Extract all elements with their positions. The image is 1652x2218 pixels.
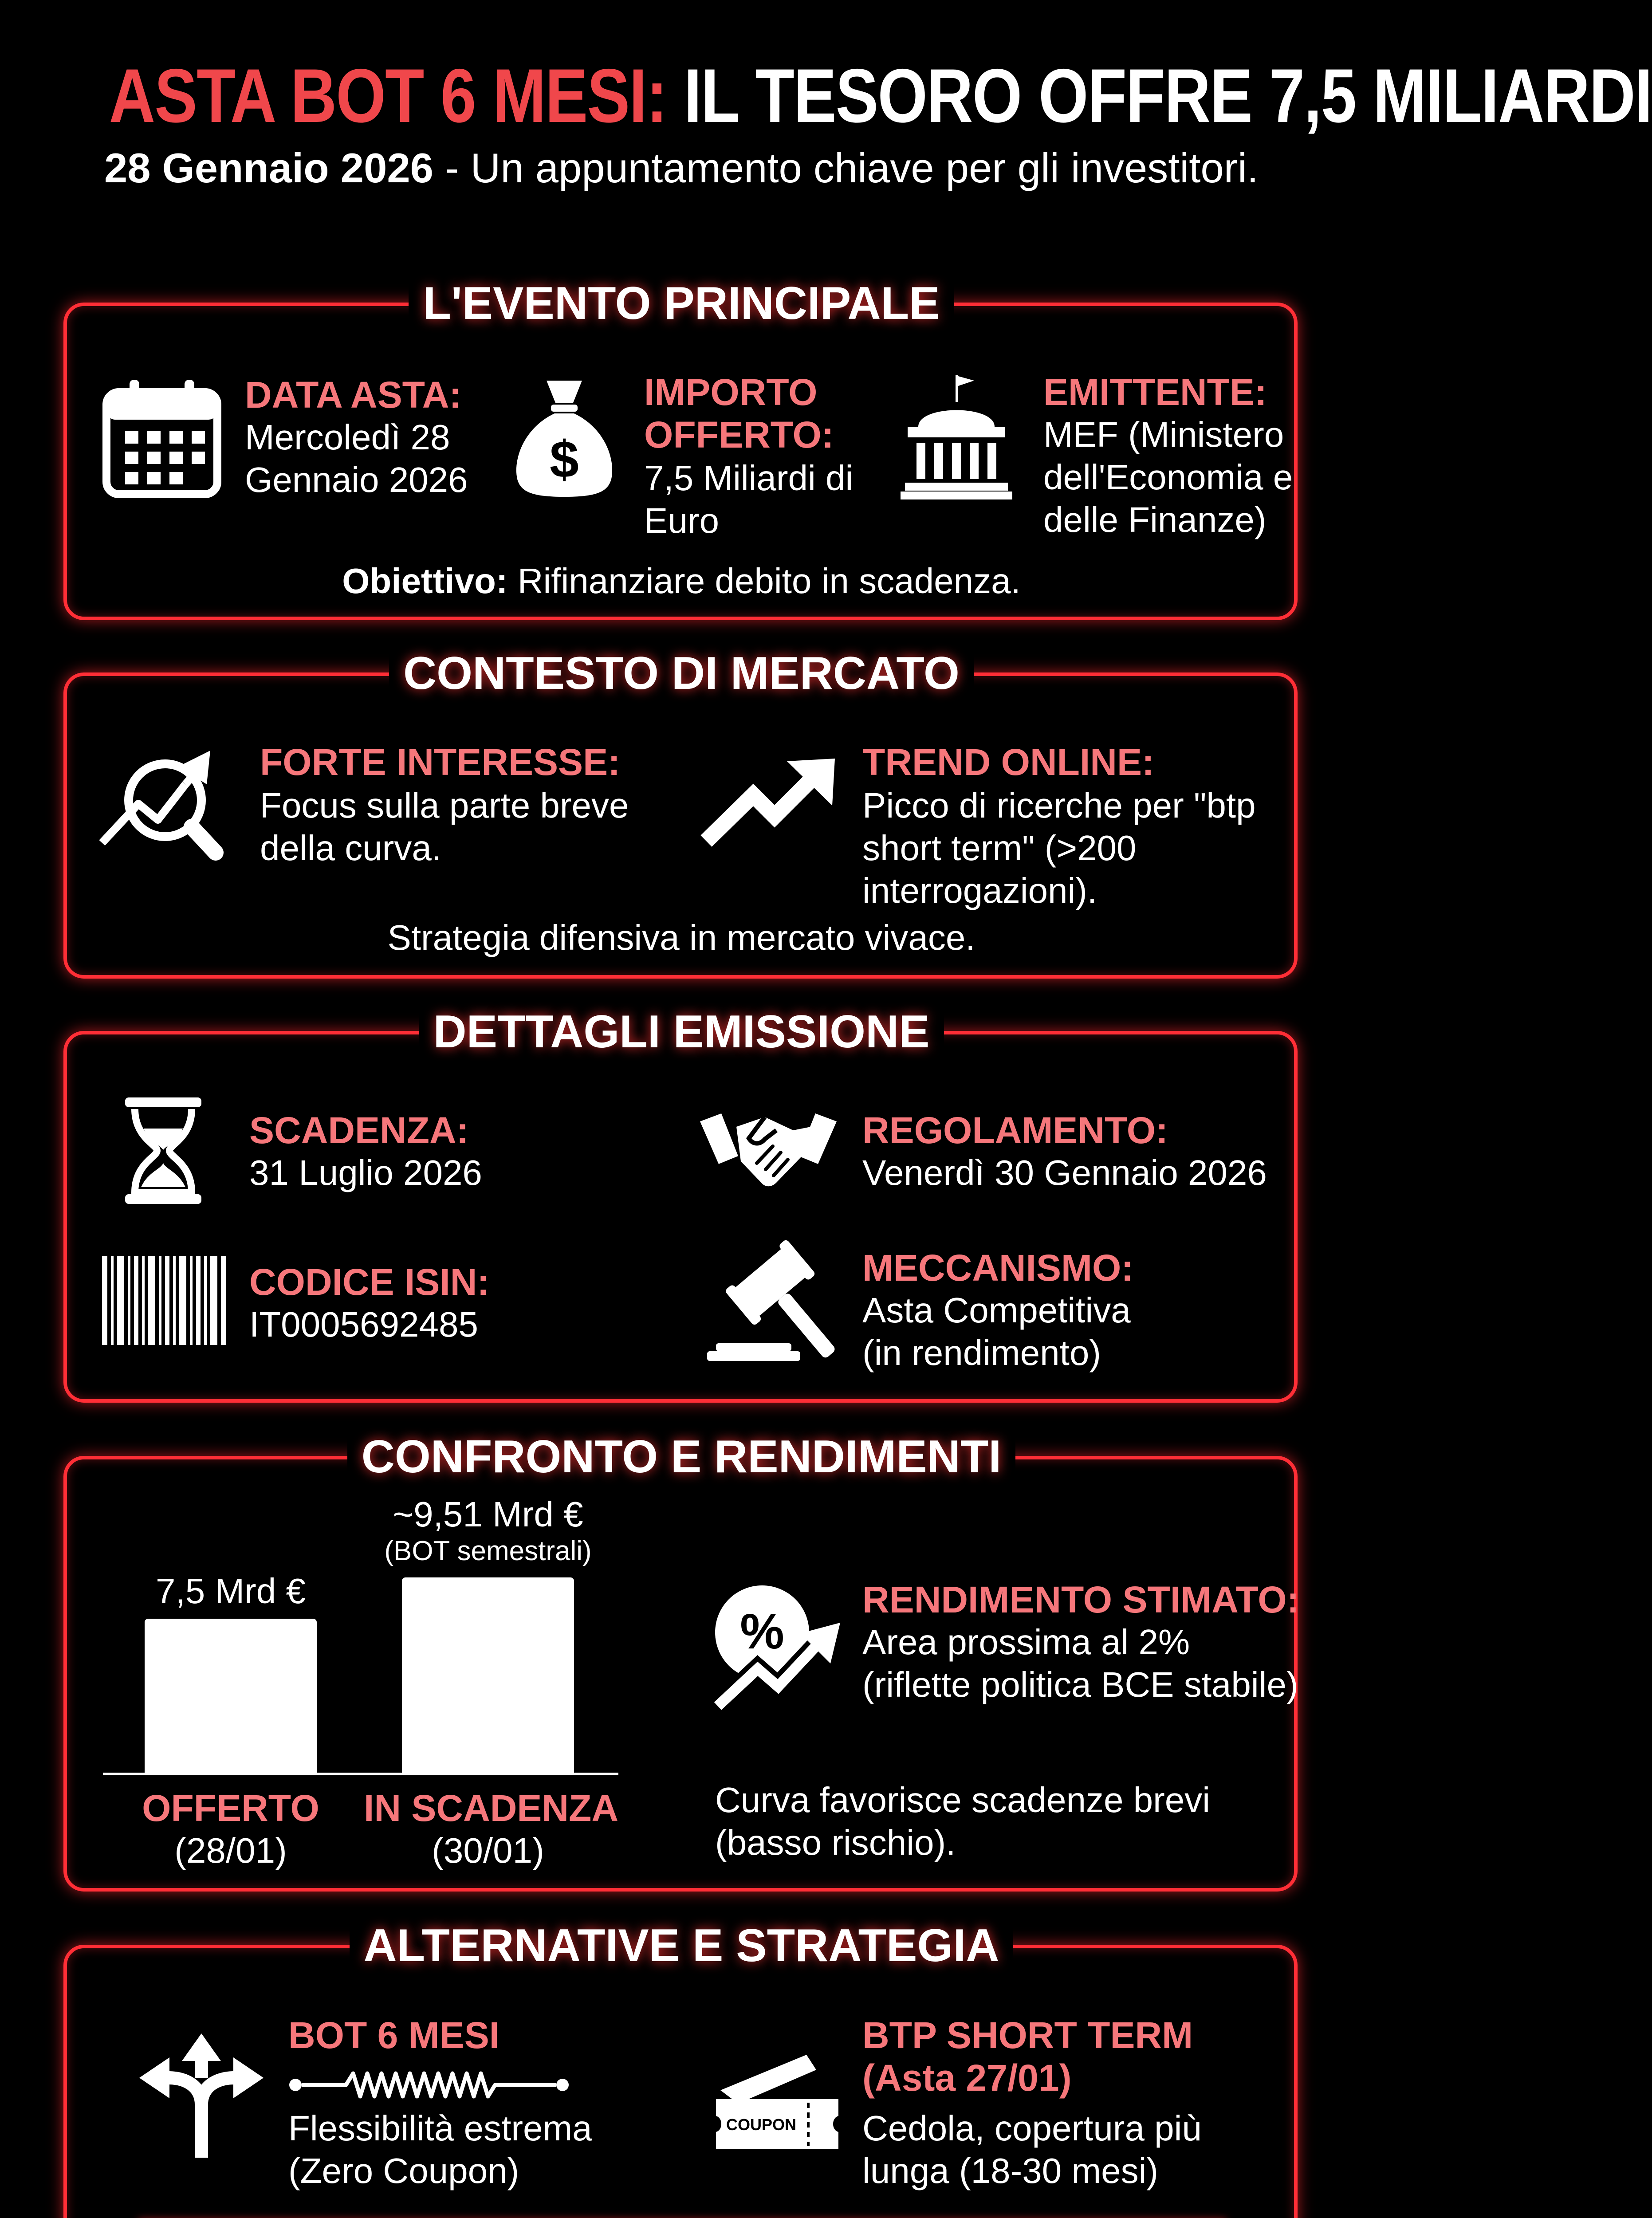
importo-line-2: Euro [644,501,719,540]
regolamento-label: REGOLAMENTO: [862,1109,1168,1151]
obiettivo-label: Obiettivo: [342,561,508,601]
title-highlight: ASTA BOT 6 MESI: [109,53,667,138]
spring-zigzag-icon [288,2070,570,2100]
panel-dettagli-title: DETTAGLI EMISSIONE [0,1009,1363,1055]
trend-line-1: Picco di ricerche per "btp [862,786,1256,825]
barcode-icon [102,1256,227,1345]
interesse-line-1: Focus sulla parte breve [260,786,629,825]
emittente-line-2: dell'Economia e [1043,457,1293,497]
scadenza-value: 31 Luglio 2026 [249,1153,482,1192]
data-asta-line-2: Gennaio 2026 [245,460,468,499]
interesse-label: FORTE INTERESSE: [260,741,621,783]
bot-label: BOT 6 MESI [288,2014,500,2056]
trend-line-3: interrogazioni). [862,871,1097,910]
chart-baseline [103,1773,618,1775]
panel-evento-title: L'EVENTO PRINCIPALE [0,280,1363,326]
bot-line-2: (Zero Coupon) [288,2151,519,2190]
btp-line-1: Cedola, copertura più [862,2108,1202,2148]
importo-label-2: OFFERTO: [644,414,834,456]
category-sublabel-in-scadenza: (30/01) [432,1831,544,1870]
panel-contesto-title: CONTESTO DI MERCATO [0,650,1363,696]
hourglass-icon [123,1096,203,1206]
bar-offerto-value-label: 7,5 Mrd € [156,1571,306,1611]
category-label-in-scadenza: IN SCADENZA [364,1787,619,1829]
gavel-icon [707,1246,838,1362]
calendar-icon [102,376,222,499]
coupon-icon-text: COUPON [726,2116,797,2134]
bar-in-scadenza-value-label: ~9,51 Mrd € [393,1494,583,1534]
split-arrows-icon [138,2033,264,2159]
btp-line-2: lunga (18-30 mesi) [862,2151,1158,2190]
page-title [109,53,1652,138]
government-building-icon [901,374,1012,499]
trend-line-2: short term" (>200 [862,828,1137,868]
obiettivo-text: Rifinanziare debito in scadenza. [507,561,1021,601]
category-label-offerto: OFFERTO [142,1787,319,1829]
panel-confronto-title: CONFRONTO E RENDIMENTI [0,1434,1363,1480]
interesse-line-2: della curva. [260,828,442,868]
trend-up-arrow-icon [700,757,838,847]
meccanismo-label: MECCANISMO: [862,1247,1134,1289]
page-subtitle [0,147,1363,189]
panel-dettagli [63,1031,1298,1403]
bar-in-scadenza-value-sublabel: (BOT semestrali) [384,1536,592,1566]
isin-value: IT0005692485 [249,1305,479,1344]
curva-line-2: (basso rischio). [715,1823,956,1862]
emittente-line-1: MEF (Ministero [1043,415,1284,454]
meccanismo-line-2: (in rendimento) [862,1333,1101,1372]
importo-line-1: 7,5 Miliardi di [644,458,854,498]
percent-growth-icon [712,1582,843,1713]
title-main: IL TESORO OFFRE 7,5 MILIARDI [684,53,1652,138]
contesto-footer: Strategia difensiva in mercato vivace. [387,918,975,957]
data-asta-line-1: Mercoledì 28 [245,417,450,457]
money-bag-icon [511,374,618,499]
magnifier-chart-icon [98,742,236,866]
bar-in-scadenza [402,1577,574,1773]
coupon-ticket-icon [712,2051,843,2152]
regolamento-value: Venerdì 30 Gennaio 2026 [862,1153,1267,1192]
isin-label: CODICE ISIN: [249,1261,490,1303]
emittente-line-3: delle Finanze) [1043,500,1267,539]
svg-text:%: % [740,1604,784,1659]
category-sublabel-offerto: (28/01) [174,1831,287,1870]
obiettivo [0,560,1363,602]
btp-label-2: (Asta 27/01) [862,2057,1072,2099]
panel-alternative-title: ALTERNATIVE E STRATEGIA [0,1923,1363,1969]
trend-label: TREND ONLINE: [862,741,1154,783]
btp-label-1: BTP SHORT TERM [862,2014,1193,2056]
bar-offerto [145,1619,317,1773]
handshake-icon [698,1104,838,1192]
subtitle-text: - Un appuntamento chiave per gli investitori. [433,145,1259,191]
meccanismo-line-1: Asta Competitiva [862,1290,1131,1330]
svg-text:$: $ [550,430,579,489]
importo-label-1: IMPORTO [644,371,818,413]
data-asta-label: DATA ASTA: [245,374,462,416]
rendimento-line-1: Area prossima al 2% [862,1622,1190,1662]
rendimento-line-2: (riflette politica BCE stabile) [862,1665,1298,1704]
curva-line-1: Curva favorisce scadenze brevi [715,1780,1211,1820]
subtitle-date: 28 Gennaio 2026 [104,145,433,191]
rendimento-label: RENDIMENTO STIMATO: [862,1579,1299,1620]
emittente-label: EMITTENTE: [1043,371,1267,413]
scadenza-label: SCADENZA: [249,1109,469,1151]
bot-line-1: Flessibilità estrema [288,2108,592,2148]
